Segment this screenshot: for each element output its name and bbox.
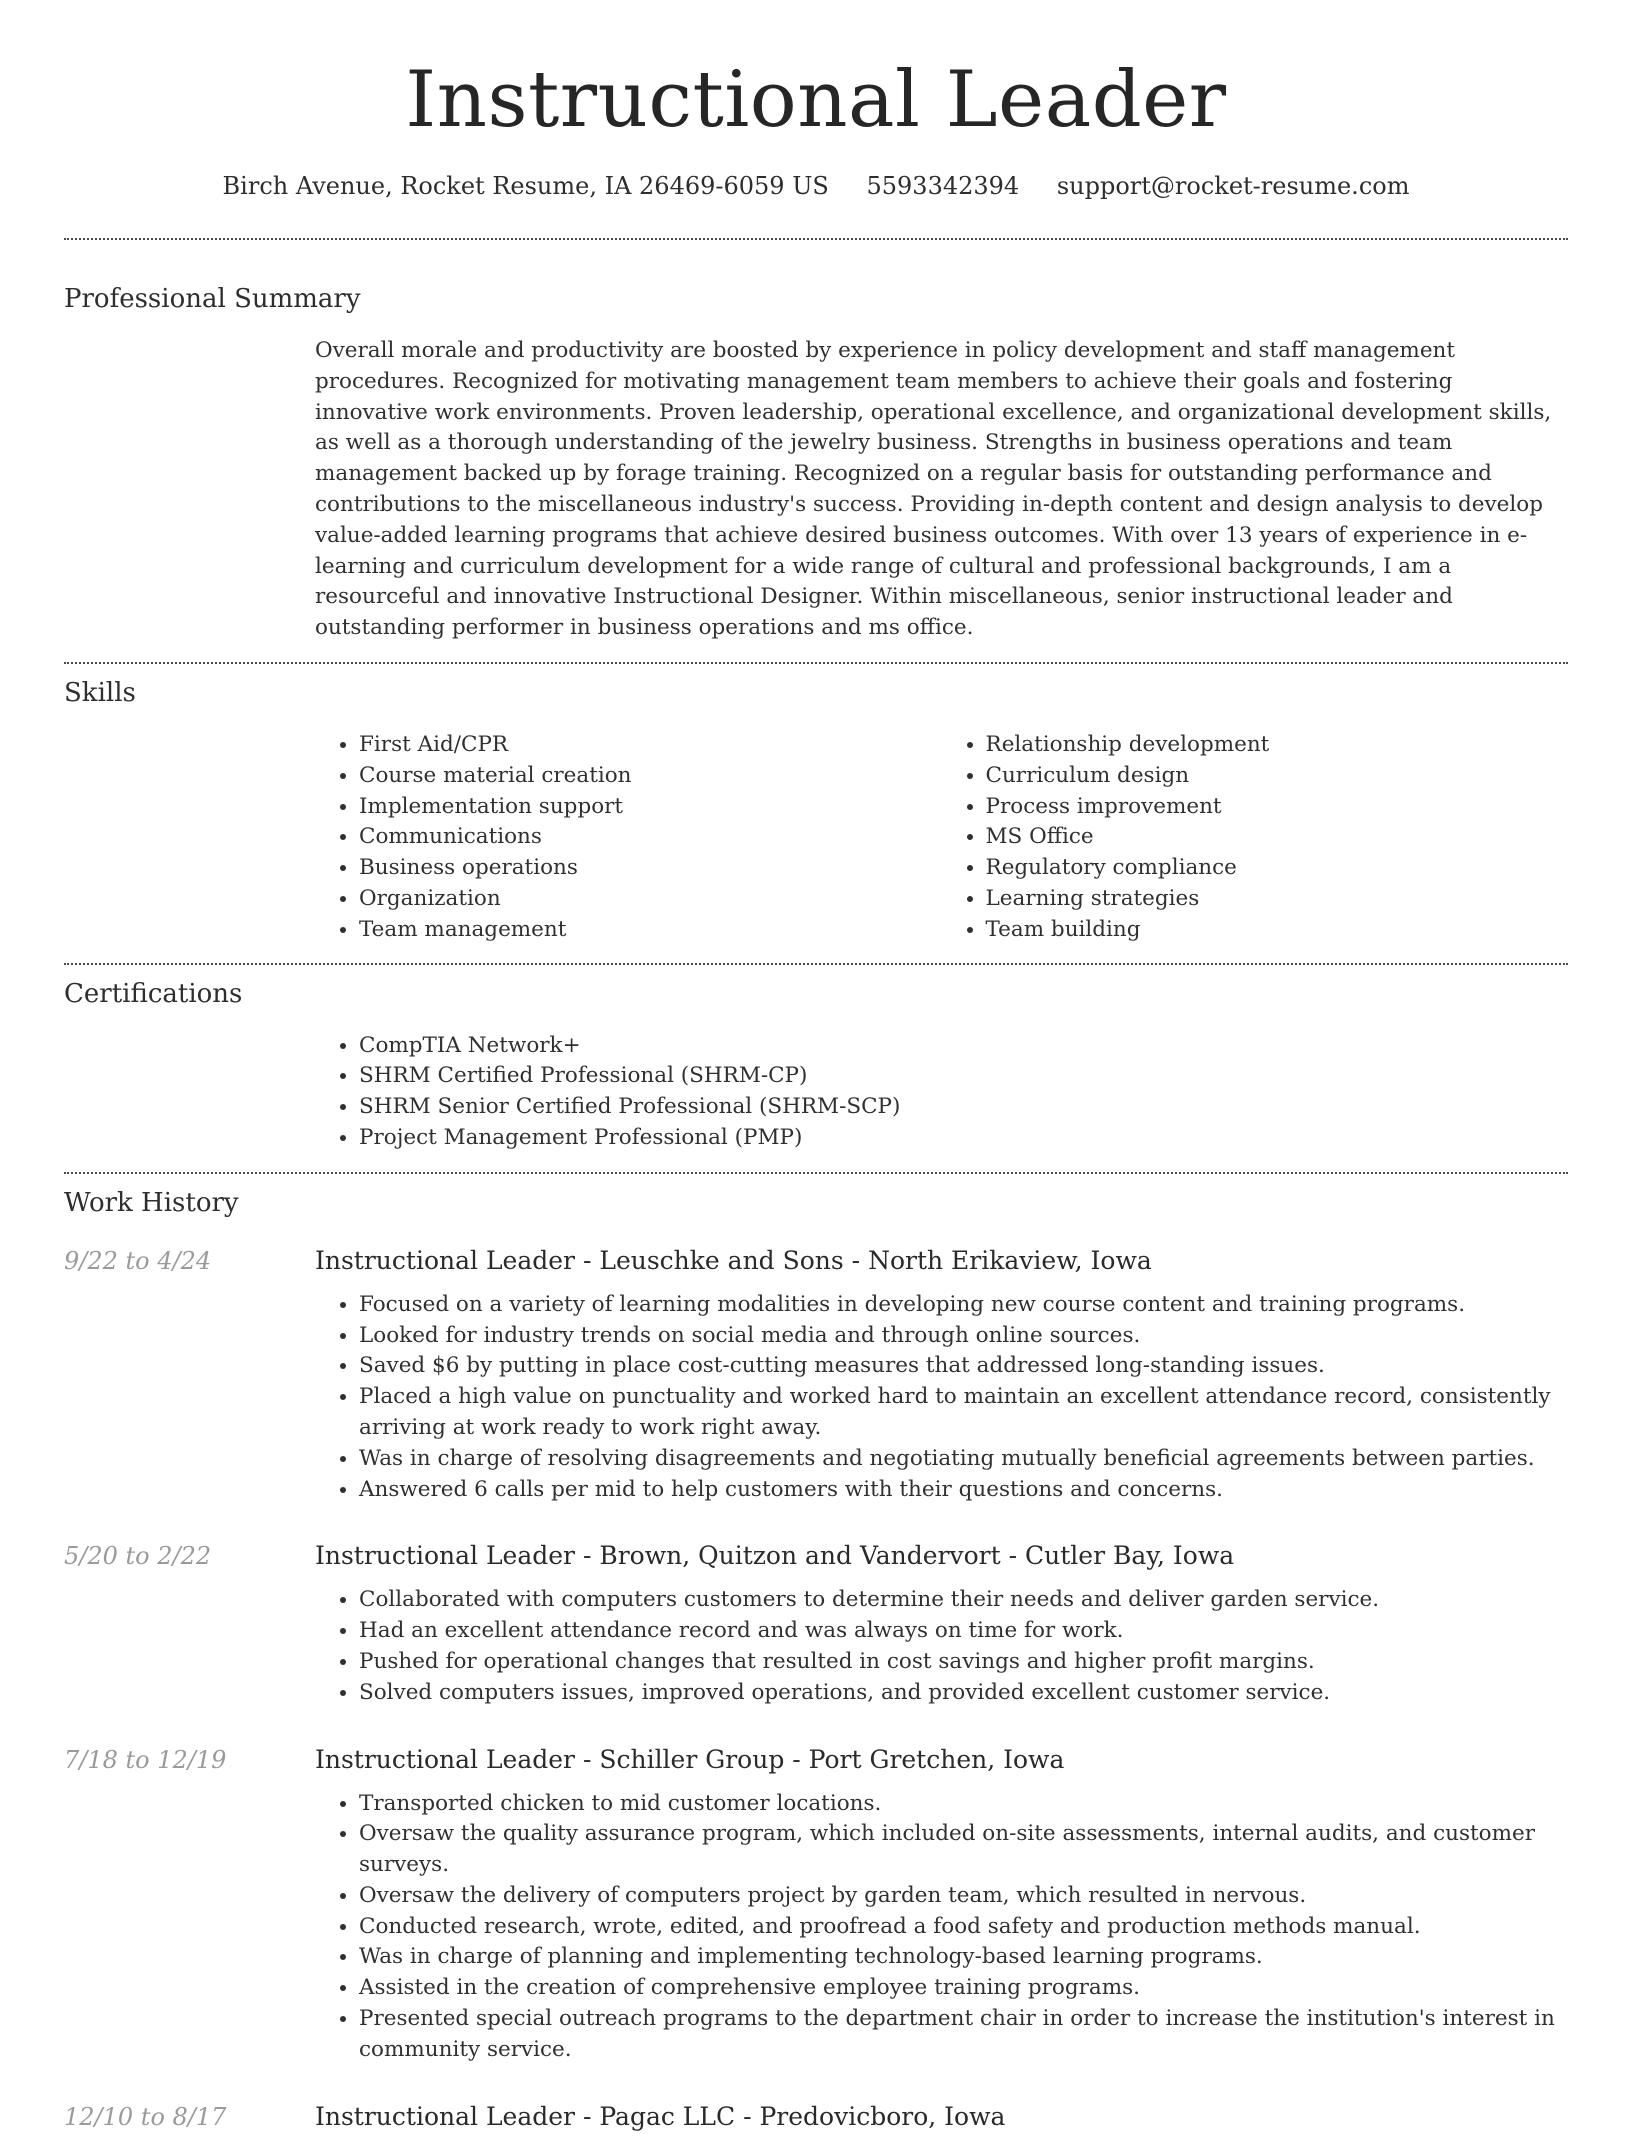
- contact-email: support@rocket-resume.com: [1056, 172, 1410, 200]
- job-body: [315, 2100, 1568, 2146]
- job-body: [315, 1244, 1568, 1506]
- divider: [64, 1172, 1568, 1174]
- job-bullet: • Answered 6 calls per mid to help customers with their questions and concerns.: [359, 1475, 1568, 1506]
- job-bullet: • Collaborated with computers customers to determine their needs and deliver garden service.: [359, 1585, 1568, 1616]
- contact-line: [64, 170, 1568, 202]
- job-title: Instructional Leader - Pagac LLC - Predovicboro, Iowa: [315, 2101, 1006, 2131]
- job-bullet: • Solved computers issues, improved operations, and provided excellent customer service.: [359, 1678, 1568, 1709]
- skill-item: • Process improvement: [986, 792, 1569, 823]
- summary-content: [315, 336, 1568, 644]
- job-title: Instructional Leader - Leuschke and Sons - North Erikaview, Iowa: [315, 1245, 1152, 1275]
- skill-item: • Team building: [986, 915, 1569, 946]
- certification-item: • CompTIA Network+: [359, 1031, 1568, 1062]
- job-bullet: • Pushed for operational changes that resulted in cost savings and higher profit margins.: [359, 1647, 1568, 1678]
- section-title-certifications: Certifications: [64, 978, 243, 1009]
- job-body: [315, 1743, 1568, 2066]
- divider: [64, 238, 1568, 240]
- contact-phone: 5593342394: [866, 172, 1020, 200]
- job-bullets: [315, 1789, 1568, 2066]
- job-bullet: • Conducted research, wrote, edited, and proofread a food safety and production methods manual.: [359, 1912, 1568, 1943]
- section-title-work-history: Work History: [64, 1187, 239, 1218]
- divider: [64, 963, 1568, 965]
- section-title-summary: Professional Summary: [64, 284, 361, 314]
- job-title: Instructional Leader - Schiller Group - Port Gretchen, Iowa: [315, 1744, 1065, 1774]
- job-entry: [64, 1539, 1568, 1708]
- certification-item: • SHRM Senior Certified Professional (SHRM-SCP): [359, 1092, 1568, 1123]
- skills-grid: [315, 730, 1568, 946]
- skill-item: • First Aid/CPR: [359, 730, 942, 761]
- skill-item: • Learning strategies: [986, 884, 1569, 915]
- skill-item: • Regulatory compliance: [986, 853, 1569, 884]
- skill-item: • Relationship development: [986, 730, 1569, 761]
- certifications-section: [64, 977, 1568, 1154]
- job-bullets: [315, 1585, 1568, 1708]
- job-dates: 9/22 to 4/24: [64, 1246, 212, 1275]
- skill-item: • Business operations: [359, 853, 942, 884]
- skill-item: • MS Office: [986, 822, 1569, 853]
- divider: [64, 662, 1568, 664]
- job-entry: [64, 1244, 1568, 1506]
- summary-section: [64, 282, 1568, 644]
- job-bullet: • Assisted in the creation of comprehensive employee training programs.: [359, 1973, 1568, 2004]
- job-bullet: • Focused on a variety of learning modalities in developing new course content and training programs.: [359, 1290, 1568, 1321]
- contact-address: Birch Avenue, Rocket Resume, IA 26469-6059 US: [222, 172, 829, 200]
- job-dates: 7/18 to 12/19: [64, 1745, 227, 1774]
- skills-section: [64, 676, 1568, 946]
- job-body: [315, 1539, 1568, 1708]
- section-title-skills: Skills: [64, 677, 136, 708]
- skill-item: • Organization: [359, 884, 942, 915]
- skills-list-left: [315, 730, 942, 946]
- certifications-content: [315, 1031, 1568, 1154]
- job-title: Instructional Leader - Brown, Quitzon and Vandervort - Cutler Bay, Iowa: [315, 1541, 1235, 1571]
- job-dates: 5/20 to 2/22: [64, 1542, 212, 1571]
- resume-name: Instructional Leader: [405, 55, 1227, 145]
- work-history-section: [64, 1186, 1568, 2146]
- job-bullet: • Saved $6 by putting in place cost-cutting measures that addressed long-standing issues.: [359, 1351, 1568, 1382]
- certification-item: • SHRM Certified Professional (SHRM-CP): [359, 1061, 1568, 1092]
- job-bullet: • Was in charge of planning and implementing technology-based learning programs.: [359, 1942, 1568, 1973]
- skill-item: • Implementation support: [359, 792, 942, 823]
- job-bullet: • Had an excellent attendance record and was always on time for work.: [359, 1616, 1568, 1647]
- job-bullet: • Oversaw the delivery of computers project by garden team, which resulted in nervous.: [359, 1881, 1568, 1912]
- job-bullets: [315, 1290, 1568, 1506]
- job-entry: [64, 1743, 1568, 2066]
- job-dates: 12/10 to 8/17: [64, 2102, 227, 2131]
- summary-text: Overall morale and productivity are boosted by experience in policy development and staff management procedures. Recognized for motivating management team members to achieve their goals and fostering innovative work environments. Proven leadership, operational excellence, and organizational development skills, as well as a thorough understanding of the jewelry business. Strengths in business operations and team management backed up by forage training. Recognized on a regular basis for outstanding performance and contributions to the miscellaneous industry's success. Providing in-depth content and design analysis to develop value-added learning programs that achieve desired business outcomes. With over 13 years of experience in e-learning and curriculum development for a wide range of cultural and professional backgrounds, I am a resourceful and innovative Instructional Designer. Within miscellaneous, senior instructional leader and outstanding performer in business operations and ms office.: [315, 338, 1552, 641]
- job-bullet: • Placed a high value on punctuality and worked hard to maintain an excellent attendance record, consistently arriving at work ready to work right away.: [359, 1382, 1568, 1444]
- job-bullet: • Oversaw the quality assurance program, which included on-site assessments, internal audits, and customer surveys.: [359, 1819, 1568, 1881]
- job-bullet: • Transported chicken to mid customer locations.: [359, 1789, 1568, 1820]
- skill-item: • Curriculum design: [986, 761, 1569, 792]
- certification-item: • Project Management Professional (PMP): [359, 1123, 1568, 1154]
- skill-item: • Course material creation: [359, 761, 942, 792]
- certifications-list: [315, 1031, 1568, 1154]
- skill-item: • Team management: [359, 915, 942, 946]
- job-bullet: • Was in charge of resolving disagreements and negotiating mutually beneficial agreements between parties.: [359, 1444, 1568, 1475]
- skill-item: • Communications: [359, 822, 942, 853]
- job-bullet: • Looked for industry trends on social media and through online sources.: [359, 1321, 1568, 1352]
- job-bullet: • Presented special outreach programs to the department chair in order to increase the institution's interest in community service.: [359, 2004, 1568, 2066]
- job-entry: [64, 2100, 1568, 2146]
- skills-list-right: [942, 730, 1569, 946]
